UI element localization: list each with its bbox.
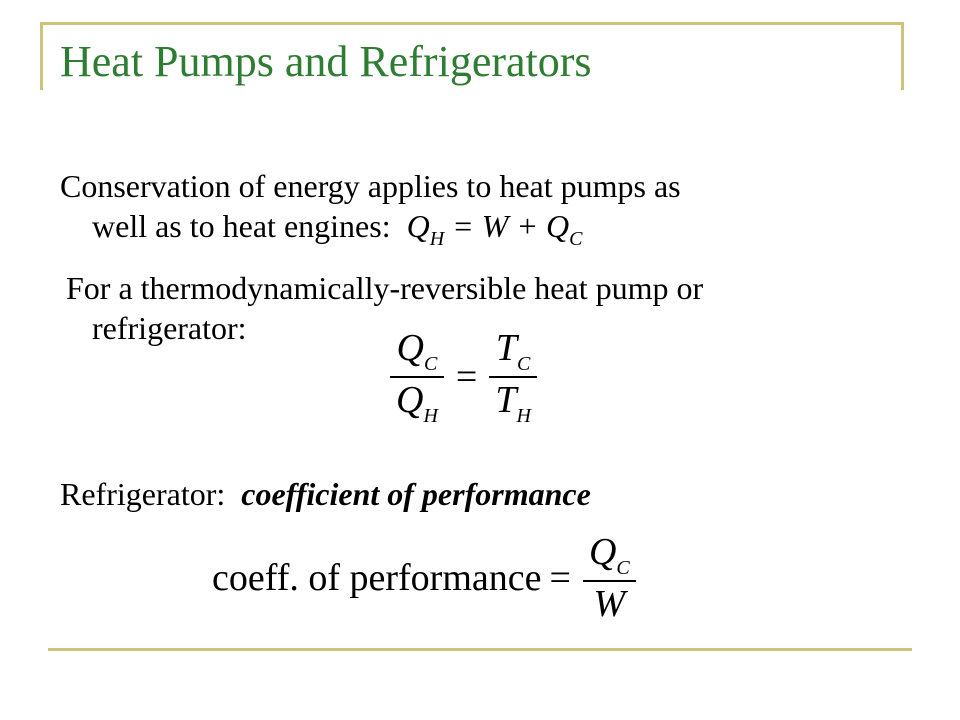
fraction-denominator: W [593,583,626,625]
slide-title: Heat Pumps and Refrigerators [60,37,592,86]
fraction-qc-over-qh [390,326,444,428]
frame-right-line [901,22,904,90]
energy-eq-qc: Q [545,208,570,244]
paragraph-1-line-2 [92,206,582,251]
cop-label: coeff. of performance [212,557,542,599]
energy-eq-h-subscript: H [429,228,445,250]
refrigerator-label: Refrigerator: [60,476,226,512]
fraction-numerator: $Q_C$ [396,327,438,375]
fraction-qc-over-w [583,530,636,626]
fraction-numerator: $Q_C$ [588,531,630,579]
frame-top-line [40,22,904,25]
energy-eq-qh: Q [406,208,430,244]
equals-sign: = [549,557,571,599]
cop-equation [212,530,640,626]
fraction-numerator: $T_C$ [495,327,531,375]
frame-left-line [40,22,43,90]
energy-eq-plus: + [508,208,546,244]
energy-eq-c-subscript: C [569,228,583,250]
paragraph-2-line-1: For a thermodynamically-reversible heat pump or [66,270,704,306]
frame-bottom-line [48,648,912,651]
fraction-denominator: $T_H$ [495,379,531,427]
reversible-ratio-equation [386,326,541,428]
energy-eq-equals: = [444,208,482,244]
paragraph-1-line-2-text: well as to heat engines: [92,208,391,244]
equals-sign: = [455,356,478,398]
paragraph-1-line-1: Conservation of energy applies to heat pumps as [60,168,681,204]
paragraph-2-line-2: refrigerator: [92,310,247,346]
paragraph-3 [60,474,591,514]
energy-eq-w: W [481,208,509,244]
cop-emphasis: coefficient of performance [241,476,591,512]
fraction-tc-over-th [489,326,537,428]
fraction-denominator: $Q_H$ [396,379,438,427]
